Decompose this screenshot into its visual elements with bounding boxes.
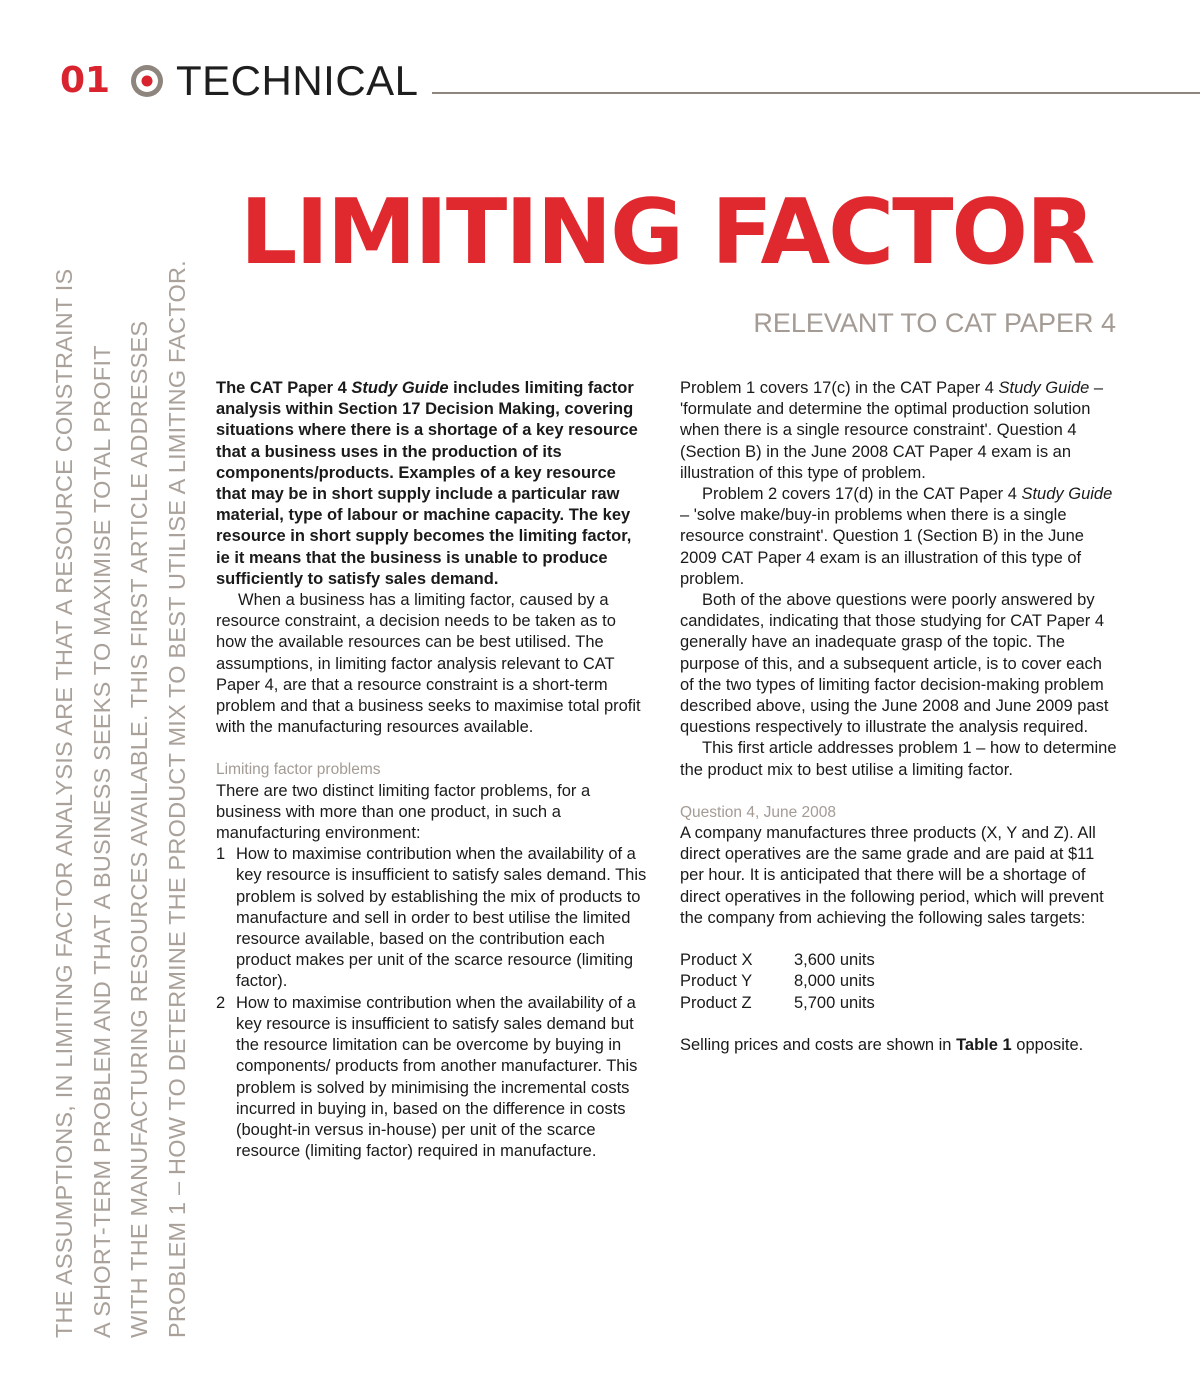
left-column: [216, 378, 648, 1162]
product-name: Product Y: [680, 972, 753, 991]
list-number: 2: [216, 993, 226, 1012]
list-item: [216, 844, 648, 992]
pull-quote-line: PROBLEM 1 – HOW TO DETERMINE THE PRODUCT MIX TO BEST UTILISE A LIMITING FACTOR.: [163, 260, 190, 1338]
body-paragraph: Both of the above questions were poorly answered by candidates, indicating that those studying for CAT Paper 4 generally have an inadequate grasp of the topic. The purpose of this, and a subsequent article, is to cover each of the two types of limiting factor decision-making problem described above, using the June 2008 and June 2009 past questions respectively to illustrate the analysis required.: [680, 591, 1109, 737]
article-subtitle: RELEVANT TO CAT PAPER 4: [753, 308, 1116, 338]
subheading: Question 4, June 2008: [680, 803, 836, 821]
body-paragraph: Problem 2 covers 17(d) in the CAT Paper 4 Study Guide – 'solve make/buy-in problems when there is a single resource constraint'. Question 1 (Section B) in the June 2009 CAT Paper 4 exam is an illustration of this type of problem.: [680, 485, 1113, 588]
list-number: 1: [216, 845, 226, 864]
pull-quote-line: A SHORT-TERM PROBLEM AND THAT A BUSINESS SEEKS TO MAXIMISE TOTAL PROFIT: [88, 345, 115, 1338]
sales-targets-table: [680, 950, 875, 1014]
list-item-text: How to maximise contribution when the availability of a key resource is insufficient to satisfy sales demand but the resource limitation can be overcome by buying in components/ products from another manufacturer. This problem is solved by minimising the incremental costs incurred in buying in, based on the difference in costs (bought-in versus in-house) per unit of the scarce resource (limiting factor) required in manufacture.: [236, 993, 638, 1161]
numbered-list: [216, 844, 648, 1162]
product-name: Product Z: [680, 993, 752, 1012]
section-number: 01: [60, 60, 111, 101]
body-paragraph: Selling prices and costs are shown in Table 1 opposite.: [680, 1036, 1084, 1055]
header-rule: [432, 92, 1200, 94]
product-units: 8,000 units: [794, 972, 875, 991]
table-reference: Table 1: [956, 1036, 1012, 1055]
list-item-text: How to maximise contribution when the availability of a key resource is insufficient to satisfy sales demand. This problem is solved by establishing the mix of products to manufacture and sell in order to best utilise the limited resource available, based on the contribution each product makes per unit of the scarce resource (limiting factor).: [236, 845, 647, 991]
product-name: Product X: [680, 951, 753, 970]
pull-quote-line: WITH THE MANUFACTURING RESOURCES AVAILABLE. THIS FIRST ARTICLE ADDRESSES: [126, 320, 152, 1338]
section-header: [60, 56, 1200, 106]
vertical-pull-quote: [46, 178, 196, 1338]
body-paragraph: This first article addresses problem 1 – how to determine the product mix to best utilise a limiting factor.: [680, 739, 1117, 779]
target-bullet-icon: [130, 64, 164, 98]
list-item: [216, 993, 648, 1163]
body-paragraph: A company manufactures three products (X, Y and Z). All direct operatives are the same grade and are paid at $11 per hour. It is anticipated that there will be a shortage of direct operatives in the following period, which will prevent the company from achieving the following sales targets:: [680, 824, 1104, 927]
right-column: [680, 378, 1118, 1056]
table-row: [680, 950, 875, 971]
subheading: Limiting factor problems: [216, 761, 381, 779]
study-guide-italic: Study Guide: [351, 379, 449, 397]
body-paragraph: Problem 1 covers 17(c) in the CAT Paper 4 Study Guide – 'formulate and determine the optimal production solution when there is a single resource constraint'. Question 4 (Section B) in the June 2008 CAT Paper 4 exam is an illustration of this type of problem.: [680, 379, 1104, 482]
article-title: LIMITING FACTOR: [240, 180, 1094, 285]
table-row: [680, 993, 875, 1014]
body-paragraph: There are two distinct limiting factor problems, for a business with more than one product, in such a manufacturing environment:: [216, 781, 591, 843]
product-units: 3,600 units: [794, 951, 875, 970]
pull-quote-line: THE ASSUMPTIONS, IN LIMITING FACTOR ANALYSIS ARE THAT A RESOURCE CONSTRAINT IS: [51, 268, 77, 1338]
section-label: TECHNICAL: [176, 57, 419, 104]
table-row: [680, 971, 875, 992]
product-units: 5,700 units: [794, 993, 875, 1012]
body-paragraph: When a business has a limiting factor, caused by a resource constraint, a decision needs to be taken as to how the available resources can be best utilised. The assumptions, in limiting factor analysis relevant to CAT Paper 4, are that a resource constraint is a short-term problem and that a business seeks to maximise total profit with the manufacturing resources available.: [216, 591, 641, 737]
lede-paragraph: The CAT Paper 4 Study Guide includes limiting factor analysis within Section 17 Decision Making, covering situations where there is a shortage of a key resource that a business uses in the production of its components/products. Examples of a key resource that may be in short supply include a particular raw material, type of labour or machine capacity. The key resource in short supply becomes the limiting factor, ie it means that the business is unable to produce sufficiently to satisfy sales demand.: [216, 379, 638, 588]
